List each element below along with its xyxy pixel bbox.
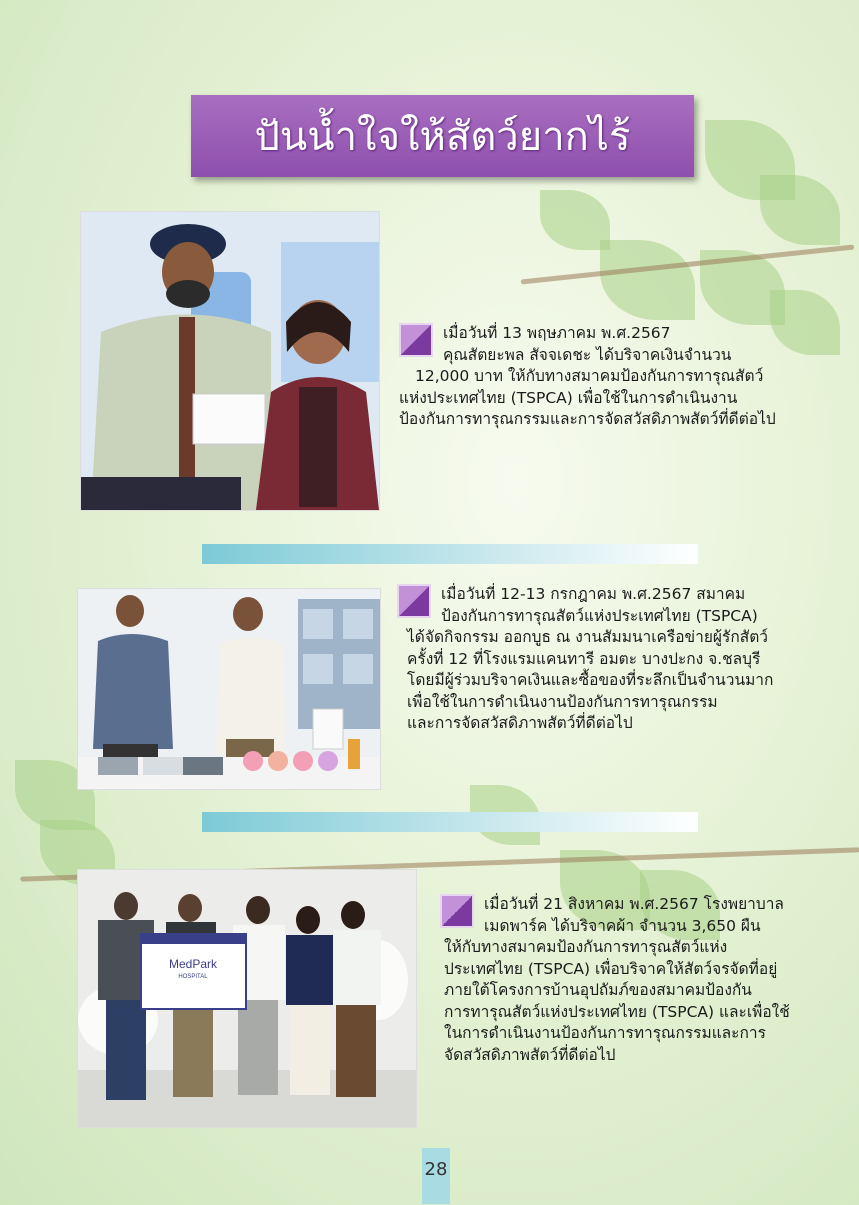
page-title-banner	[191, 95, 694, 177]
photo-donation-cash	[80, 211, 380, 511]
text-line: ได้จัดกิจกรรม ออกบูธ ณ งานสัมมนาเครือข่ายผู้รักสัตว์	[407, 628, 768, 646]
text-line: 12,000 บาท ให้กับทางสมาคมป้องกันการทารุณสัตว์	[415, 367, 764, 385]
text-line: เมื่อวันที่ 12-13 กรกฎาคม พ.ศ.2567 สมาคม	[441, 585, 746, 603]
section-divider	[202, 812, 698, 832]
text-line: เมดพาร์ค ได้บริจาคผ้า จำนวน 3,650 ผืน	[484, 916, 761, 935]
text-line: ป้องกันการทารุณสัตว์แห่งประเทศไทย (TSPCA)	[441, 606, 758, 625]
text-line: เพื่อใช้ในการดำเนินงานป้องกันการทารุณกรรม	[407, 692, 718, 711]
text-line: ครั้งที่ 12 ที่โรงแรมแคนทารี อมตะ บางปะกง จ.ชลบุรี	[407, 649, 761, 668]
photo-booth-event	[77, 588, 381, 790]
text-line: เมื่อวันที่ 13 พฤษภาคม พ.ศ.2567	[443, 324, 671, 342]
section-1-text	[399, 323, 776, 431]
text-line: ให้กับทางสมาคมป้องกันการทารุณสัตว์แห่ง	[444, 938, 728, 956]
section-divider	[202, 544, 698, 564]
text-line: จัดสวัสดิภาพสัตว์ที่ดีต่อไป	[444, 1045, 616, 1064]
bullet-icon	[397, 584, 431, 618]
sign-brand-text: MedPark	[168, 957, 218, 971]
page-number: 28	[422, 1148, 450, 1204]
bullet-icon	[399, 323, 433, 357]
section-2-text	[397, 584, 773, 735]
text-line: ประเทศไทย (TSPCA) เพื่อบริจาคให้สัตว์จรจัดที่อยู่	[444, 959, 778, 978]
sign-sub-text: HOSPITAL	[178, 974, 208, 980]
section-3-text	[440, 894, 790, 1066]
text-line: ภายใต้โครงการบ้านอุปถัมภ์ของสมาคมป้องกัน	[444, 981, 752, 999]
text-line: เมื่อวันที่ 21 สิงหาคม พ.ศ.2567 โรงพยาบาล	[484, 895, 784, 913]
bullet-icon	[440, 894, 474, 928]
text-line: และการจัดสวัสดิภาพสัตว์ที่ดีต่อไป	[407, 714, 633, 732]
page-title: ปันน้ำใจให้สัตว์ยากไร้	[254, 114, 631, 160]
text-line: แห่งประเทศไทย (TSPCA) เพื่อใช้ในการดำเนินงาน	[399, 388, 738, 407]
photo-medpark-donation	[77, 869, 417, 1128]
text-line: โดยมีผู้ร่วมบริจาคเงินและซื้อของที่ระลึกเป็นจำนวนมาก	[407, 671, 774, 689]
text-line: ป้องกันการทารุณกรรมและการจัดสวัสดิภาพสัตว์ที่ดีต่อไป	[399, 410, 776, 428]
text-line: การทารุณสัตว์แห่งประเทศไทย (TSPCA) และเพื่อใช้	[444, 1002, 790, 1021]
text-line: ในการดำเนินงานป้องกันการทารุณกรรมและการ	[444, 1024, 766, 1042]
text-line: คุณสัตยะพล สัจจเดชะ ได้บริจาคเงินจำนวน	[443, 345, 732, 364]
